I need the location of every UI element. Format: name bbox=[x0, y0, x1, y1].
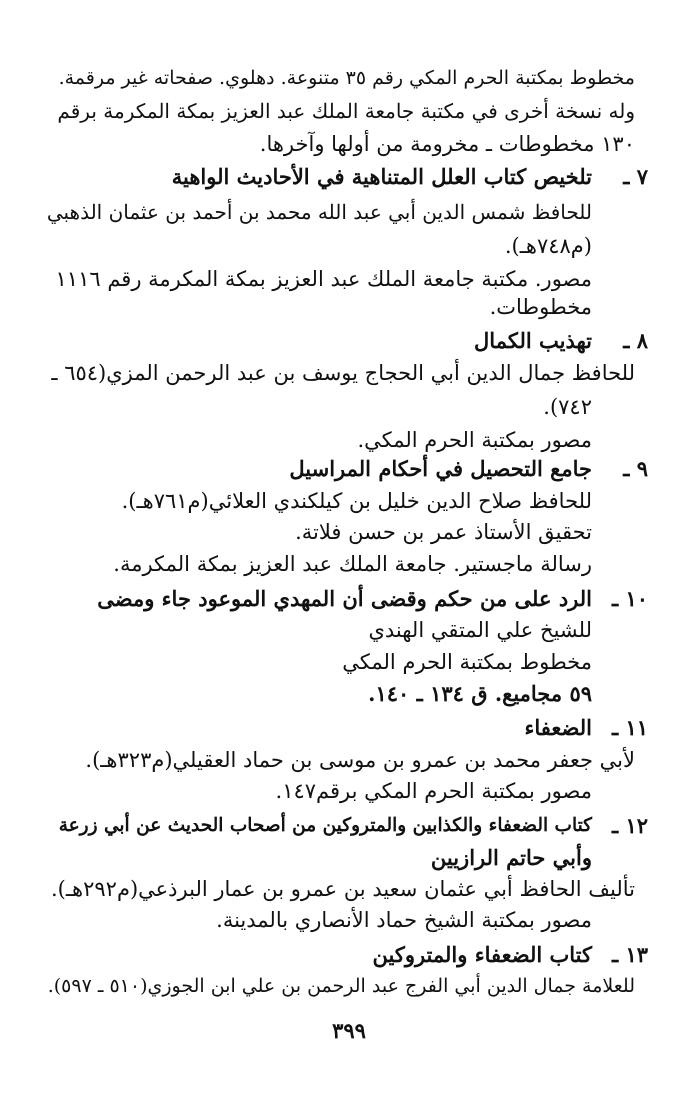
entry-12-line-1: تأليف الحافظ أبي عثمان سعيد بن عمرو بن عمار البرذعي(م٢٩٢هـ). bbox=[50, 877, 635, 901]
entry-7-line-2: (م٧٤٨هـ). bbox=[504, 234, 592, 258]
intro-line-3: ١٣٠ مخطوطات ـ مخرومة من أولها وآخرها. bbox=[259, 132, 635, 156]
entry-11-number: ١١ ـ bbox=[611, 715, 648, 740]
page-number: ٣٩٩ bbox=[332, 1018, 366, 1043]
entry-8-line-1: للحافظ جمال الدين أبي الحجاج يوسف بن عبد الرحمن المزي(٦٥٤ ـ bbox=[51, 361, 635, 385]
entry-12-line-2: مصور بمكتبة الشيخ حماد الأنصاري بالمدينة. bbox=[216, 908, 592, 932]
entry-9-line-1: للحافظ صلاح الدين خليل بن كيلكندي العلائي(م٧٦١هـ). bbox=[121, 489, 592, 513]
entry-13-number: ١٣ ـ bbox=[611, 942, 648, 967]
entry-11-title: الضعفاء bbox=[524, 715, 592, 740]
intro-line-2: وله نسخة أخرى في مكتبة جامعة الملك عبد العزيز بمكة المكرمة برقم bbox=[57, 99, 635, 123]
entry-8-number: ٨ ـ bbox=[623, 328, 648, 353]
entry-8-title: تهذيب الكمال bbox=[474, 328, 592, 353]
entry-10-line-1: للشيخ علي المتقي الهندي bbox=[368, 618, 592, 642]
entry-7-line-1: للحافظ شمس الدين أبي عبد الله محمد بن أحمد بن عثمان الذهبي bbox=[46, 200, 592, 224]
entry-12-title: كتاب الضعفاء والكذابين والمتروكين من أصحاب الحديث عن أبي زرعة bbox=[58, 815, 592, 836]
entry-9-number: ٩ ـ bbox=[623, 456, 648, 481]
intro-line-1: مخطوط بمكتبة الحرم المكي رقم ٣٥ متنوعة. دهلوي. صفحاته غير مرقمة. bbox=[58, 67, 635, 89]
entry-10-number: ١٠ ـ bbox=[611, 586, 648, 611]
entry-12-number: ١٢ ـ bbox=[611, 813, 648, 838]
entry-10-line-2: مخطوط بمكتبة الحرم المكي bbox=[342, 650, 592, 674]
entry-13-title: كتاب الضعفاء والمتروكين bbox=[372, 942, 592, 967]
entry-12-title-continued: وأبي حاتم الرازيين bbox=[430, 845, 592, 870]
entry-8-line-3: مصور بمكتبة الحرم المكي. bbox=[357, 428, 592, 452]
entry-9-line-3: رسالة ماجستير. جامعة الملك عبد العزيز بمكة المكرمة. bbox=[113, 552, 592, 576]
entry-11-line-1: لأبي جعفر محمد بن عمرو بن موسى بن حماد العقيلي(م٣٢٣هـ). bbox=[85, 748, 635, 772]
entry-7-number: ٧ ـ bbox=[623, 164, 648, 189]
entry-8-line-2: ٧٤٢). bbox=[543, 395, 592, 419]
entry-7-line-4: مخطوطات. bbox=[489, 295, 592, 319]
entry-9-line-2: تحقيق الأستاذ عمر بن حسن فلاتة. bbox=[295, 520, 592, 544]
entry-7-title: تلخيص كتاب العلل المتناهية في الأحاديث الواهية bbox=[171, 164, 592, 189]
entry-9-title: جامع التحصيل في أحكام المراسيل bbox=[289, 456, 592, 481]
entry-13-line-1: للعلامة جمال الدين أبي الفرج عبد الرحمن بن علي ابن الجوزي(٥١٠ ـ ٥٩٧). bbox=[47, 975, 635, 997]
entry-7-line-3: مصور. مكتبة جامعة الملك عبد العزيز بمكة المكرمة رقم ١١١٦ bbox=[55, 267, 592, 291]
entry-11-line-2: مصور بمكتبة الحرم المكي برقم١٤٧. bbox=[275, 779, 592, 803]
entry-10-title: الرد على من حكم وقضى أن المهدي الموعود جاء ومضى bbox=[97, 586, 592, 611]
entry-10-line-3: ٥٩ مجاميع. ق ١٣٤ ـ ١٤٠. bbox=[368, 681, 592, 706]
